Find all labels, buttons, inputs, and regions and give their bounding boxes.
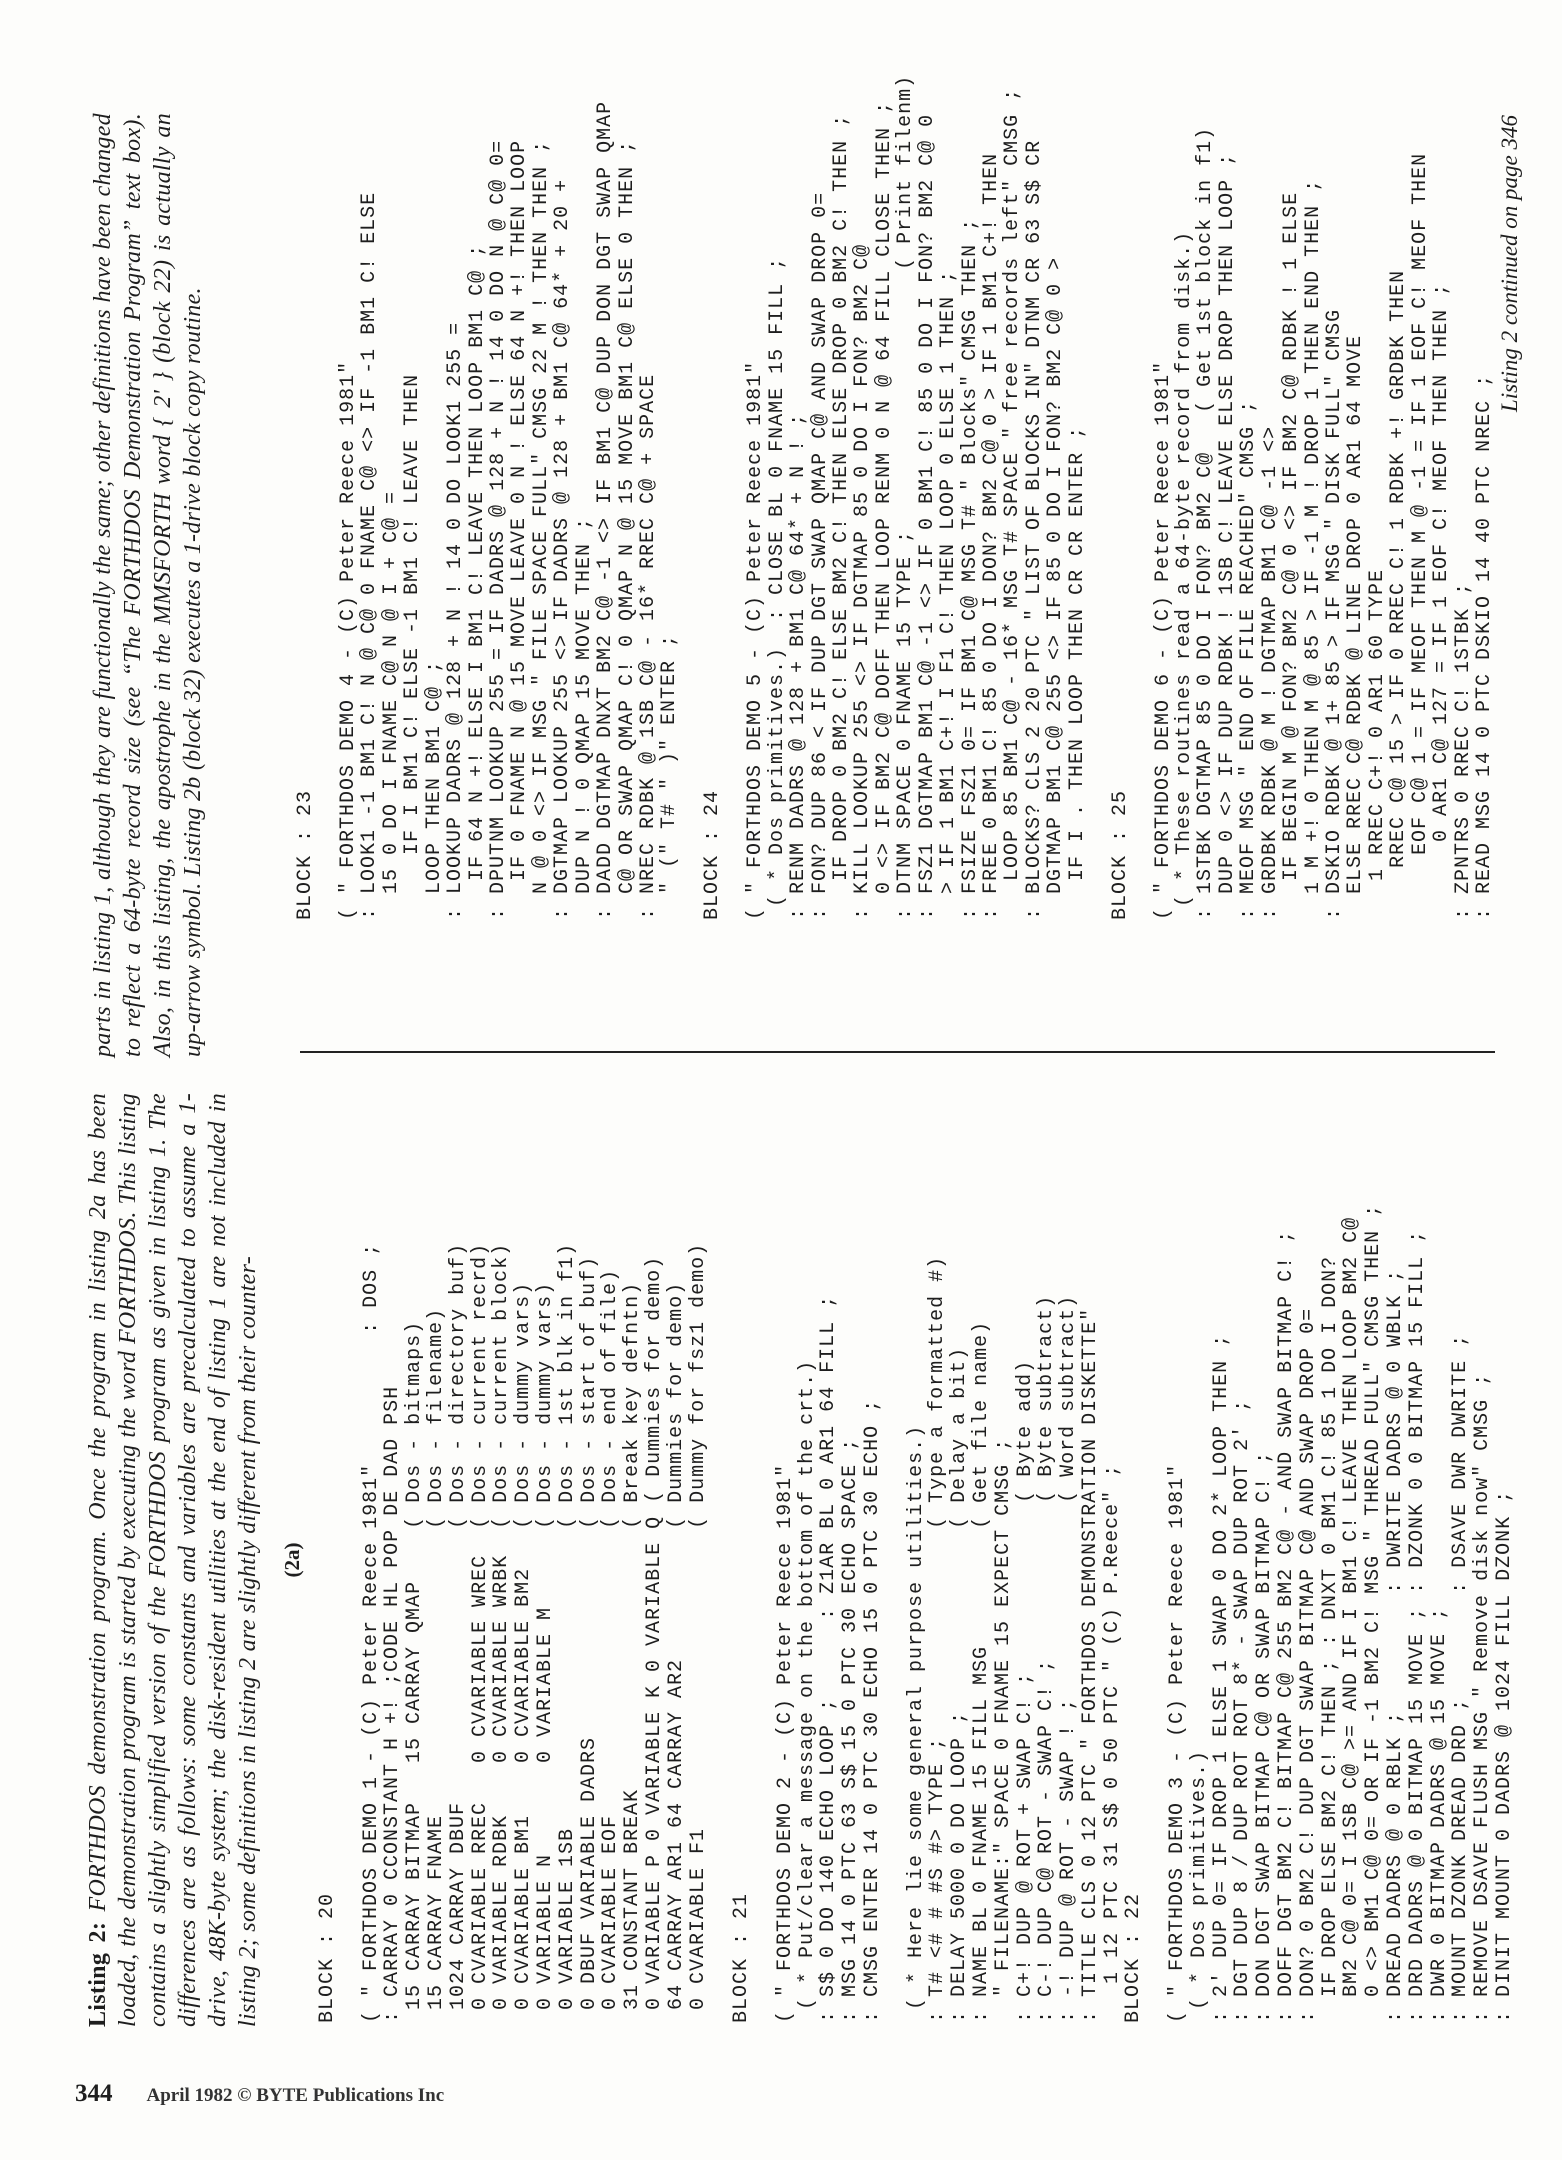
code-line: : KILL LOOKUP 255 <> IF DGTMAP 85 0 DO I FON? BM2 C@	[851, 243, 875, 920]
code-line: ( " FORTHDOS DEMO 3 - (C) Peter Reece 1981"	[1166, 1463, 1190, 2023]
code-line: : 2' DUP 0= IF DROP 1 ELSE 1 SWAP 0 DO 2* LOOP THEN ;	[1209, 1333, 1233, 2023]
code-line: IF 64 N +! ELSE I BM1 C! LEAVE THEN LOOP BM1 C@ ;	[465, 243, 489, 920]
code-line: : NAME BL 0 FNAME 15 FILL MSG ( Get file name)	[969, 1320, 993, 2023]
code-line: 0 <> BM1 C@ 0= OR IF -1 BM2 C! MSG " THREAD FULL" CMSG THEN ;	[1362, 1203, 1386, 2023]
code-line: : DON? 0 BM2 C! DUP DGT SWAP BITMAP C@ AND SWAP DROP 0=	[1296, 1307, 1320, 2023]
blank-line	[1131, 75, 1152, 920]
blank-line	[753, 1204, 775, 2023]
code-line: DUP 0 <> IF DUP RDBK ! 1SB C! LEAVE ELSE DROP THEN LOOP ;	[1215, 152, 1239, 920]
blank-line	[1088, 75, 1109, 920]
code-line: 0 CVARIABLE EOF ( Dos - end of file)	[599, 1268, 623, 2023]
code-line: 64 CARRAY AR1 64 CARRAY AR2 ( Dummies for demo)	[664, 1281, 688, 2023]
code-column-left	[317, 1204, 1516, 2023]
code-line: : DPUTNM LOOKUP 255 = IF DADRS @ 128 + N ! 14 0 DO N @ C@ 0=	[486, 139, 510, 920]
code-line: : LOOKUP DADRS @ 128 + N ! 14 0 DO LOOK1 255 =	[444, 321, 468, 920]
blank-line	[724, 75, 745, 920]
code-line: DUP N ! 0 QMAP 15 MOVE THEN ;	[572, 516, 596, 920]
code-line: IF DROP 0 BM2 C! ELSE BM2 C! THEN ELSE DROP 0 BM2 C! THEN ;	[829, 113, 853, 920]
block-heading: BLOCK : 23	[294, 789, 317, 920]
blank-line	[1145, 1204, 1167, 2023]
code-line: C@ OR SWAP QMAP C! 0 QMAP N @ 15 MOVE BM1 C@ ELSE 0 THEN ;	[615, 139, 639, 920]
code-line: EOF C@ 1 = IF MEOF THEN M @ -1 = IF 1 EOF C! MEOF THEN	[1408, 152, 1432, 920]
code-line: IF 0 FNAME N @ 15 MOVE LEAVE 0 N ! ELSE 64 N +! THEN LOOP	[508, 139, 532, 920]
code-line: 0 CVARIABLE BM1 0 CVARIABLE BM2 ( Dos - dummy vars)	[512, 1281, 536, 2023]
code-line: : DSKIO RDBK @ 1+ 85 > IF MSG " DISK FULL" CMSG	[1323, 308, 1346, 920]
code-line: IF I . THEN LOOP THEN CR CR ENTER ;	[1065, 425, 1089, 920]
code-line: LOOP THEN BM1 C@ ;	[422, 659, 446, 920]
code-line: N @ 0 <> IF MSG " FILE SPACE FULL" CMSG 22 M ! THEN THEN ;	[529, 139, 553, 920]
code-line: IF DROP ELSE BM2 C! THEN ; : DNXT 0 BM1 C! 85 1 DO I DON?	[1318, 1255, 1342, 2023]
code-line: ( * Put/clear a message on the bottom of the crt.)	[795, 1359, 819, 2023]
code-line: : S$ 0 DO 140 ECHO LOOP ; : Z1AR BL 0 AR1 64 FILL ;	[817, 1294, 841, 2023]
block-heading: BLOCK : 20	[316, 1892, 339, 2023]
code-line: : MOUNT DZONK DREAD DRD ; : DSAVE DWR DWRITE ;	[1449, 1333, 1473, 2023]
code-line: : DGTMAP LOOKUP 255 <> IF DADRS @ 128 + BM1 C@ 64* + 20 +	[551, 178, 575, 920]
code-line: : NREC RDBK @ 1SB C@ - 16* RREC C@ + SPACE	[637, 373, 660, 920]
code-line: RREC C@ 15 > IF 0 RREC C! 1 RDBK +! GRDBK THEN	[1387, 269, 1411, 920]
code-line: > IF 1 BM1 C+! I F1 C! THEN LOOP 0 ELSE 1 THEN ;	[937, 269, 961, 920]
code-line: 1024 CARRAY DBUF ( Dos - directory buf)	[446, 1242, 470, 2023]
code-line: : FREE 0 BM1 C! 85 0 DO I DON? BM2 C@ 0 > IF 1 BM1 C+! THEN	[980, 152, 1003, 920]
code-line: : C+! DUP @ ROT + SWAP C! ; ( Byte add)	[1013, 1359, 1037, 2023]
listing-label: (2a)	[280, 1542, 304, 1578]
code-line: : GRDBK RDBK @ M ! DGTMAP BM1 C@ -1 <>	[1258, 425, 1282, 920]
code-line: " FILENAME:" SPACE 0 FNAME 15 EXPECT CMSG ;	[991, 1437, 1015, 2023]
page-number: 344	[75, 2080, 113, 2107]
code-line: BM2 C@ 0= I 1SB C@ >= AND IF I BM1 C! LEAVE THEN LOOP BM2 C@	[1340, 1216, 1364, 2023]
code-line: 0 VARIABLE N 0 VARIABLE M ( Dos - dummy vars)	[533, 1281, 557, 2023]
code-line: 0 VARIABLE 1SB ( Dos - 1st blk in f1)	[555, 1242, 579, 2023]
code-line: : DREAD DADRS @ 0 RBLK ; : DWRITE DADRS @ 0 WBLK ;	[1384, 1268, 1408, 2023]
blank-line	[681, 75, 702, 920]
code-line: 0 CVARIABLE RREC 0 CVARIABLE WREC ( Dos - current recrd)	[468, 1242, 492, 2023]
code-line: : RENM DADRS @ 128 + BM1 C@ 64* + N ! ;	[787, 412, 811, 920]
code-line: : TITLE CLS 0 12 PTC " FORTHDOS DEMONSTRATION DISKETTE"	[1078, 1307, 1102, 2023]
code-line: DGTMAP BM1 C@ 255 <> IF 85 0 DO I FON? BM2 C@ 0 >	[1044, 256, 1068, 920]
code-line: ( * Dos primitives.)	[1187, 1749, 1211, 2023]
code-line: : DRD DADRS @ 0 BITMAP 15 MOVE ; : DZONK 0 0 BITMAP 15 FILL ;	[1405, 1229, 1429, 2023]
blank-line	[316, 75, 337, 920]
code-line: 15 0 DO I FNAME C@ N @ I + C@ =	[379, 490, 403, 920]
code-line: : DON DGT SWAP BITMAP C@ OR SWAP BITMAP C! ;	[1253, 1450, 1277, 2023]
code-line: : MEOF MSG " END OF FILE REACHED" CMSG ;	[1237, 399, 1261, 920]
caption-label: Listing 2:	[85, 1921, 111, 2027]
code-line: : CMSG ENTER 14 0 PTC 30 ECHO 15 0 PTC 30 ECHO ;	[860, 1398, 884, 2023]
code-line: 15 CARRAY BITMAP 15 CARRAY QMAP ( Dos - bitmaps)	[403, 1320, 427, 2023]
code-line: : T# <# # #S #> TYPE ; ( Type a formatted #)	[926, 1255, 950, 2023]
code-line: 0 CVARIABLE F1 ( Dummy for fsz1 demo)	[686, 1242, 710, 2023]
code-line: ( * Dos primitives.) : CLOSE BL 0 FNAME 15 FILL ;	[765, 256, 789, 920]
code-line: 1 12 PTC 31 S$ 0 50 PTC " (C) P.Reece" ;	[1100, 1463, 1124, 2023]
code-line: 1 RREC C+! 0 AR1 60 TYPE	[1365, 568, 1389, 920]
block-heading: BLOCK : 25	[1108, 789, 1132, 920]
code-line: ( " FORTHDOS DEMO 1 - (C) Peter Reece 1981" : DOS ;	[359, 1242, 383, 2023]
code-line: 0 <> IF BM2 C@ DOFF THEN LOOP RENM 0 N @ 64 FILL CLOSE THEN ;	[872, 100, 896, 920]
code-column-right	[295, 75, 1496, 920]
continued-note: Listing 2 continued on page 346	[1497, 115, 1522, 413]
code-line: : DOFF DGT BM2 C! BITMAP C@ 255 BM2 C@ - AND SWAP BITMAP C! ;	[1275, 1229, 1299, 2023]
code-line: : BLOCKS? CLS 2 20 PTC " LIST OF BLOCKS IN" DTNM CR 63 S$ CR	[1022, 139, 1046, 920]
code-line: : FON? DUP 86 < IF DUP DGT SWAP QMAP C@ AND SWAP DROP 0=	[808, 191, 832, 920]
code-line: : FSIZE FSZ1 0= IF BM1 C@ MSG T# " Blocks" CMSG THEN ;	[958, 217, 982, 920]
page-footer	[75, 2080, 444, 2108]
code-line: : ZPNTRS 0 RREC C! 1STBK ;	[1451, 581, 1475, 920]
block-heading: BLOCK : 24	[701, 789, 725, 920]
listing-caption-left	[83, 1093, 263, 2027]
column-divider	[300, 1051, 1495, 1053]
code-line	[884, 1204, 906, 2023]
code-line: ( " FORTHDOS DEMO 6 - (C) Peter Reece 1981"	[1151, 360, 1175, 920]
code-line: 31 CONSTANT BREAK ( Break key defntn)	[621, 1281, 645, 2023]
code-line: : DADD DGTMAP DNXT BM2 C@ -1 <> IF BM1 C@ DUP DON DGT SWAP QMAP	[594, 100, 618, 920]
code-line: : C-! DUP C@ ROT - SWAP C! ; ( Byte subtract)	[1035, 1294, 1059, 2023]
code-line: 0 VARIABLE P 0 VARIABLE K 0 VARIABLE Q ( Dummies for demo)	[642, 1255, 666, 2023]
code-line: : DWR 0 BITMAP DADRS @ 15 MOVE ;	[1427, 1606, 1451, 2023]
code-line: : -! DUP @ ROT - SWAP ! ; ( Word subtract)	[1057, 1294, 1081, 2023]
code-line: : 1STBK DGTMAP 85 0 DO I FON? BM2 C@ ( Get 1st block in f1)	[1194, 126, 1218, 920]
code-line: : FSZ1 DGTMAP BM1 C@ -1 <> IF 0 BM1 C! 85 0 DO I FON? BM2 C@ 0	[915, 113, 939, 920]
code-line: : CARRAY 0 CCONSTANT H +! ;CODE HL POP DE DAD PSH	[381, 1385, 405, 2023]
code-line: ( * Here lie some general purpose utilities.)	[904, 1424, 928, 2023]
blank-line	[709, 1204, 731, 2023]
code-line: : LOOK1 -1 BM1 C! N @ C@ 0 FNAME C@ <> IF -1 BM1 C! ELSE	[358, 191, 382, 920]
code-line: 0 DBUF VARIABLE DADRS ( Dos - start of buf)	[577, 1255, 601, 2023]
block-heading: BLOCK : 22	[1122, 1892, 1146, 2023]
code-line: : DINIT MOUNT 0 DADRS @ 1024 FILL DZONK ;	[1493, 1489, 1517, 2023]
code-line: 0 AR1 C@ 127 = IF 1 EOF C! MEOF THEN THEN ;	[1430, 282, 1454, 920]
code-line: ELSE RREC C@ RDBK @ LINE DROP 0 AR1 64 MOVE	[1344, 334, 1368, 920]
code-line: IF BEGIN M @ FON? BM2 C@ 0 <> IF BM2 C@ RDBK ! 1 ELSE	[1280, 191, 1304, 920]
code-line: ( " FORTHDOS DEMO 2 - (C) Peter Reece 1981"	[773, 1463, 797, 2023]
code-line: : DTNM SPACE 0 FNAME 15 TYPE ; ( Print filenm)	[894, 74, 918, 920]
code-line: IF I BM1 C! ELSE -1 BM1 C! LEAVE THEN	[401, 373, 425, 920]
code-line: : MSG 14 0 PTC 63 S$ 15 0 PTC 30 ECHO SPACE ;	[839, 1437, 863, 2023]
code-line: " (" T# " )" ENTER ;	[658, 633, 682, 920]
code-line: : READ MSG 14 0 PTC DSKIO 14 40 PTC NREC ;	[1473, 373, 1497, 920]
caption-text-left: FORTHDOS demonstration program. Once the program in listing 2a has been loaded, the demonstration program is started by executing the word FORTHDOS. This listing contains a slightly simplified version of the FORTHDOS program as given in listing 1. The differences are as follows: some constants and variables are precalculated to assume a 1-drive, 48K-byte system; the disk-resident utilities at the end of listing 1 are not included in listing 2; some definitions in listing 2 are slightly different from their counter-	[85, 1093, 261, 2027]
block-heading: BLOCK : 21	[730, 1892, 754, 2023]
code-line: : DELAY 5000 0 DO LOOP ; ( Delay a bit)	[948, 1346, 972, 2023]
code-line: ( " FORTHDOS DEMO 4 - (C) Peter Reece 1981"	[336, 360, 360, 920]
code-line: : REMOVE DSAVE FLUSH MSG " Remove disk now" CMSG ;	[1471, 1372, 1495, 2023]
code-line: LOOP 85 BM1 C@ - 16* MSG T# SPACE " free records left" CMSG ;	[1001, 87, 1025, 920]
publication-credit: April 1982 © BYTE Publications Inc	[146, 2085, 445, 2106]
blank-line	[339, 1204, 361, 2023]
listing-caption-right: parts in listing 1, although they are functionally the same; other definitions have been changed to reflect a 64-byte record size (see “The FORTHDOS Demonstration Program” text box). Also, in this listing, the apostrophe in the MMSFORTH word { 2' } (block 22) is actually an up-arrow symbol. Listing 2b (block 32) executes a 1-drive block copy routine.	[90, 113, 206, 1057]
code-line: : DGT DUP 8 / DUP ROT ROT 8* - SWAP DUP ROT 2' ;	[1231, 1398, 1255, 2023]
code-line: 15 CARRAY FNAME ( Dos - filename)	[424, 1307, 448, 2023]
code-line: ( " FORTHDOS DEMO 5 - (C) Peter Reece 1981"	[744, 360, 768, 920]
code-line: ( * These routines read a 64-byte record from disk.)	[1172, 230, 1196, 920]
code-line: 0 VARIABLE RDBK 0 CVARIABLE WRBK ( Dos - current block)	[490, 1242, 514, 2023]
code-line: 1 M +! 0 THEN M @ 85 > IF -1 M ! DROP 1 THEN END THEN ;	[1301, 178, 1325, 920]
